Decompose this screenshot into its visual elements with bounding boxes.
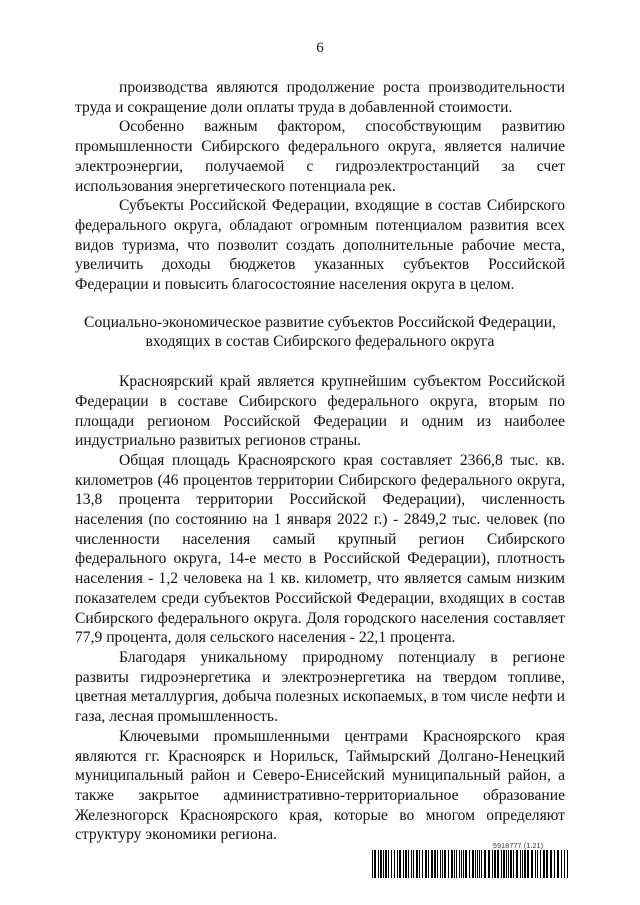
page-number: 6 <box>316 40 324 56</box>
paragraph: Особенно важным фактором, способствующим развитию промышленности Сибирского федерального округа, является наличие электроэнергии, получаемой с гидроэлектростанций за счет использования энергетического потенциала рек. <box>75 118 565 195</box>
section-heading-line-1: Социально-экономическое развитие субъектов Российской Федерации, <box>84 313 556 331</box>
paragraph: Благодаря уникальному природному потенциалу в регионе развиты гидроэнергетика и электроэнергетика на твердом топливе, цветная металлургия, добыча полезных ископаемых, в том числе нефти и газа, лесная промышленность. <box>75 648 565 726</box>
paragraph: Субъекты Российской Федерации, входящие в состав Сибирского федерального округа, обладают огромным потенциалом развития всех видов туризма, что позволит создать дополнительные рабочие места, увеличить доходы бюджетов указанных субъектов Российской Федерации и повысить благосостояние населения округа в целом. <box>75 197 565 294</box>
paragraph: Красноярский край является крупнейшим субъектом Российской Федерации в составе Сибирского федерального округа, вторым по площади регионом Российской Федерации и одним из наиболее индустриально развитых регионов страны. <box>75 373 565 450</box>
paragraph: Ключевыми промышленными центрами Красноярского края являются гг. Красноярск и Норильск, Таймырский Долгано-Ненецкий муниципальный район и Северо-Енисейский муниципальный район, а также закрытое административно-территориальное образование Железногорск Красноярского края, которые во многом определяют структуру экономики региона. <box>75 727 565 844</box>
section-heading <box>75 313 565 352</box>
document-body <box>75 78 565 845</box>
paragraph: Общая площадь Красноярского края составляет 2366,8 тыс. кв. километров (46 процентов территории Сибирского федерального округа, 13,8 процента территории Российской Федерации), численность населения (по состоянию на 1 января 2022 г.) - 2849,2 тыс. человек (по численности населения самый крупный регион Сибирского федерального округа, 14-е место в Российской Федерации), плотность населения - 1,2 человека на 1 кв. километр, что является самым низким показателем среди субъектов Российской Федерации, входящих в состав Сибирского федерального округа. Доля городского населения составляет 77,9 процента, доля сельского населения - 22,1 процента. <box>75 451 565 647</box>
paragraph: производства являются продолжение роста производительности труда и сокращение доли оплаты труда в добавленной стоимости. <box>75 79 565 116</box>
barcode-icon <box>372 850 568 878</box>
section-heading-line-2: входящих в состав Сибирского федерального округа <box>145 333 495 351</box>
document-serial-number: 5918777 (1.21) <box>493 843 544 850</box>
